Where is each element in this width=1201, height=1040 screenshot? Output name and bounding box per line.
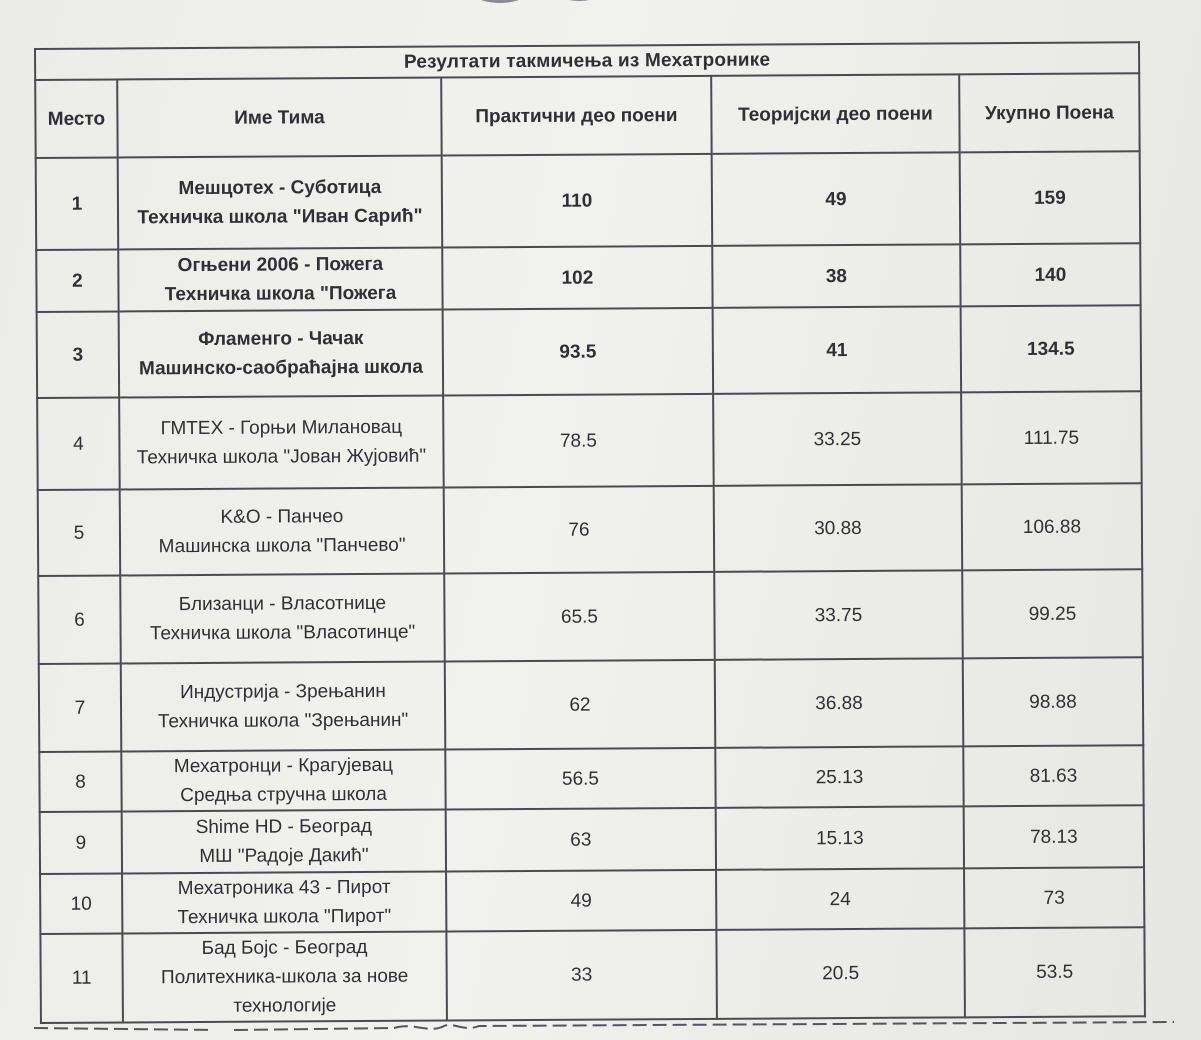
cell-total: 99.25 <box>962 569 1143 658</box>
school-name: Техничка школа "Пожега <box>164 282 397 306</box>
cell-place: 10 <box>40 873 122 933</box>
cell-team <box>120 574 445 664</box>
cell-team <box>122 931 447 1022</box>
table-row <box>37 391 1142 490</box>
school-name: Техничка школа "Јован Жујовић" <box>136 445 427 469</box>
cell-theory: 49 <box>712 152 961 246</box>
cell-place: 8 <box>39 751 121 811</box>
cell-team <box>122 871 446 933</box>
cell-place: 9 <box>40 811 122 873</box>
school-name: Техничка школа "Зрењанин" <box>157 709 409 733</box>
cell-place: 11 <box>40 933 123 1022</box>
cell-place: 7 <box>39 663 122 751</box>
cell-total: 73 <box>964 867 1144 928</box>
table-row <box>38 483 1143 576</box>
cell-practical: 49 <box>446 870 716 932</box>
header-theory: Теоријски део поени <box>711 74 959 154</box>
school-name: Техничка школа "Иван Сарић" <box>137 205 423 229</box>
results-table-container <box>34 41 1144 1024</box>
cell-place: 3 <box>37 311 120 397</box>
cell-practical: 62 <box>445 660 716 750</box>
cell-total: 81.63 <box>963 745 1143 806</box>
cell-theory: 33.25 <box>713 392 962 486</box>
cell-theory: 20.5 <box>716 928 965 1019</box>
table-row <box>39 657 1144 752</box>
cell-theory: 38 <box>712 244 960 308</box>
school-name: Техничка школа "Пирот" <box>177 905 392 929</box>
cell-total: 140 <box>960 243 1140 306</box>
cell-theory: 33.75 <box>714 570 963 660</box>
table-row <box>38 569 1143 664</box>
cell-theory: 15.13 <box>716 806 964 870</box>
table-row <box>40 927 1145 1023</box>
cell-team <box>118 156 443 250</box>
cell-team <box>120 488 445 576</box>
team-name: Огњени 2006 - Пожега <box>177 253 384 277</box>
handwritten-underline <box>34 1018 1174 1038</box>
cell-team <box>118 248 442 312</box>
cell-team <box>122 809 446 873</box>
team-name: Бад Бојс - Београд <box>201 936 368 959</box>
team-name: Индустрија - Зрењанин <box>179 680 386 704</box>
cell-team <box>121 662 446 752</box>
cell-theory: 41 <box>713 306 962 394</box>
cell-total: 134.5 <box>961 305 1142 392</box>
cell-practical: 78.5 <box>443 394 714 488</box>
table-row <box>40 805 1144 874</box>
school-name: Машинска школа "Панчево" <box>158 534 406 558</box>
table-row <box>36 151 1141 250</box>
results-rows <box>36 151 1145 1023</box>
cell-team <box>119 310 444 398</box>
table-row <box>39 745 1143 812</box>
cell-practical: 65.5 <box>444 572 715 662</box>
table-row <box>40 867 1144 934</box>
cell-total: 111.75 <box>961 391 1142 484</box>
header-team: Име Тима <box>117 78 441 158</box>
team-name: Близанци - Власотнице <box>178 592 387 616</box>
cell-place: 5 <box>38 489 121 575</box>
school-name: МШ "Радоје Дакић" <box>199 844 369 868</box>
team-name: Фламенго - Чачак <box>198 327 364 351</box>
cell-team <box>119 396 444 490</box>
cell-team <box>121 750 445 812</box>
table-row <box>36 243 1140 312</box>
cell-total: 78.13 <box>964 805 1144 868</box>
results-table <box>34 41 1146 1024</box>
cell-place: 2 <box>36 249 118 311</box>
table-title: Резултати такмичења из Мехатронике <box>35 42 1139 80</box>
cell-total: 159 <box>960 151 1141 244</box>
team-name: Мехатроника 43 - Пирот <box>177 876 391 900</box>
school-name: Машинско-саобраћајна школа <box>138 356 423 380</box>
handwritten-heading-fragment <box>430 0 1030 24</box>
cell-practical: 63 <box>446 808 716 872</box>
team-name: ГМТЕХ - Горњи Милановац <box>160 416 403 440</box>
cell-practical: 102 <box>442 246 712 310</box>
header-total: Укупно Поена <box>959 73 1139 152</box>
cell-total: 53.5 <box>964 927 1145 1017</box>
cell-theory: 36.88 <box>715 658 964 748</box>
team-name: Мешцотех - Суботица <box>178 176 382 200</box>
school-name: Техничка школа "Власотинце" <box>149 621 416 645</box>
header-place: Место <box>35 79 117 157</box>
cell-place: 1 <box>36 157 119 249</box>
header-practical: Практични део поени <box>441 76 711 156</box>
team-name: K&O - Панчео <box>220 506 344 528</box>
cell-total: 98.88 <box>963 657 1144 746</box>
school-name: Политехника-школа за нове технологије <box>160 965 409 1017</box>
team-name: Мехатронци - Крагујевац <box>173 754 393 778</box>
cell-practical: 76 <box>444 486 715 574</box>
cell-place: 4 <box>37 397 120 489</box>
school-name: Средња стручна школа <box>180 783 387 807</box>
table-row <box>37 305 1142 398</box>
cell-place: 6 <box>38 575 121 663</box>
cell-theory: 24 <box>716 868 964 930</box>
cell-practical: 93.5 <box>443 308 714 396</box>
cell-theory: 30.88 <box>714 484 963 572</box>
cell-practical: 56.5 <box>445 748 715 810</box>
cell-practical: 110 <box>442 154 713 248</box>
cell-theory: 25.13 <box>715 746 963 808</box>
team-name: Shime HD - Београд <box>195 815 372 839</box>
cell-total: 106.88 <box>962 483 1143 570</box>
cell-practical: 33 <box>446 930 717 1021</box>
